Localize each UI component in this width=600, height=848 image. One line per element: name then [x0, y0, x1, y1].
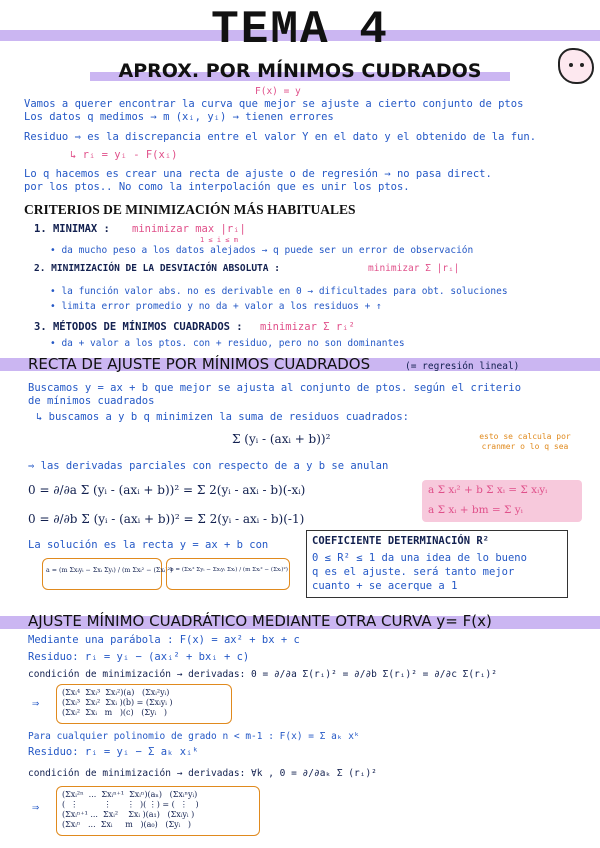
matrix-arrow-2: ⇒	[32, 800, 40, 814]
page-subtitle: APROX. POR MÍNIMOS CUDRADOS	[118, 60, 482, 82]
intro-line-4: por los ptos.. No como la interpolación que es unir los ptos.	[24, 181, 410, 193]
criterio-2-text: minimizar Σ |rᵢ|	[368, 263, 460, 274]
criterio-3-title: 3. MÉTODOS DE MÍNIMOS CUADRADOS :	[34, 321, 243, 333]
recta-side-note: esto se calcula por cranmer o lo q sea	[479, 432, 571, 451]
criterio-1-bullet: • da mucho peso a los datos alejados → q puede ser un error de observación	[50, 245, 474, 256]
curva-residuo-2: Residuo: rᵢ = yᵢ − Σ aₖ xᵢᵏ	[28, 746, 199, 758]
recta-line-2: de mínimos cuadrados	[28, 395, 155, 407]
criterio-1-title: 1. MINIMAX :	[34, 223, 110, 235]
criterio-3-text: minimizar Σ rᵢ²	[260, 321, 355, 333]
coef-line-3: cuanto + se acerque a 1	[312, 580, 458, 592]
coef-title: COEFICIENTE DETERMINACIÓN R²	[312, 535, 490, 547]
curva-parabola: Mediante una parábola : F(x) = ax² + bx + c	[28, 634, 300, 646]
b-formula: b = (Σxᵢ² Σyᵢ − Σxᵢyᵢ Σxᵢ) / (m Σxᵢ² − (Σxᵢ)²)	[170, 567, 288, 573]
intro-line-2: Los datos q medimos → m (xᵢ, yᵢ) → tienen errores	[24, 111, 334, 123]
recta-heading-note: (= regresión lineal)	[405, 361, 520, 372]
recta-solution: La solución es la recta y = ax + b con	[28, 539, 269, 551]
system-eq-2: a Σ xᵢ + bm = Σ yᵢ	[428, 504, 523, 516]
curva-condicion: condición de minimización → derivadas: 0 = ∂/∂a Σ(rᵢ)² = ∂/∂b Σ(rᵢ)² = ∂/∂c Σ(rᵢ)²	[28, 669, 497, 680]
recta-line-4: ⇒ las derivadas parciales con respecto de a y b se anulan	[28, 460, 389, 472]
criterio-2-title: 2. MINIMIZACIÓN DE LA DESVIACIÓN ABSOLUTA :	[34, 263, 280, 274]
intro-line-3: Lo q hacemos es crear una recta de ajuste o de regresión → no pasa direct.	[24, 168, 492, 180]
b-formula-box	[166, 558, 290, 590]
curva-heading: AJUSTE MÍNIMO CUADRÁTICO MEDIANTE OTRA CURVA y= F(x)	[28, 612, 492, 630]
fx-note: F(x) = y	[255, 86, 301, 97]
curva-poly: Para cualquier polinomio de grado n < m-1 : F(x) = Σ aₖ xᵏ	[28, 731, 360, 742]
coef-line-1: 0 ≤ R² ≤ 1 da una idea de lo bueno	[312, 552, 527, 564]
criterios-heading: CRITERIOS DE MINIMIZACIÓN MÁS HABITUALES	[24, 202, 356, 217]
criterio-1-sub: 1 ≤ i ≤ m	[200, 236, 238, 244]
residuo-definition: Residuo ⇒ es la discrepancia entre el valor Y en el dato y el obtenido de la fun.	[24, 131, 537, 143]
intro-line-1: Vamos a querer encontrar la curva que mejor se ajuste a cierto conjunto de ptos	[24, 98, 524, 110]
criterio-2-bullet-1: • la función valor abs. no es derivable en 0 → dificultades para obt. soluciones	[50, 286, 508, 297]
recta-eq-2: 0 = ∂/∂b Σ (yᵢ - (axᵢ + b))² = Σ 2(yᵢ - axᵢ - b)(-1)	[28, 512, 305, 526]
criterio-2-bullet-2: • limita error promedio y no da + valor a los residuos + ↑	[50, 301, 382, 312]
recta-line-3: ↳ buscamos a y b q minimizen la suma de residuos cuadrados:	[36, 411, 409, 423]
residuo-formula: ↳ rᵢ = yᵢ - F(xᵢ)	[70, 149, 178, 161]
matrix-1: (Σxᵢ⁴ Σxᵢ³ Σxᵢ²)(a) (Σxᵢ²yᵢ) (Σxᵢ³ Σxᵢ² Σxᵢ )(b) = (Σxᵢyᵢ ) (Σxᵢ² Σxᵢ m )(c) (Σyᵢ )	[62, 688, 173, 717]
page-title: TEMA 4	[211, 4, 389, 56]
coef-line-2: q es el ajuste. será tanto mejor	[312, 566, 515, 578]
a-formula: a = (m Σxᵢyᵢ − Σxᵢ Σyᵢ) / (m Σxᵢ² − (Σxᵢ)²)	[46, 567, 173, 574]
matrix-arrow-1: ⇒	[32, 696, 40, 710]
a-formula-box	[42, 558, 162, 590]
criterio-3-bullet: • da + valor a los ptos. con + residuo, pero no son dominantes	[50, 338, 405, 349]
doodle-icon	[558, 48, 594, 84]
recta-sum: Σ (yᵢ - (axᵢ + b))²	[232, 432, 331, 446]
recta-heading: RECTA DE AJUSTE POR MÍNIMOS CUADRADOS	[28, 355, 371, 373]
curva-residuo: Residuo: rᵢ = yᵢ − (axᵢ² + bxᵢ + c)	[28, 651, 250, 663]
system-eq-1: a Σ xᵢ² + b Σ xᵢ = Σ xᵢyᵢ	[428, 484, 548, 496]
recta-eq-1: 0 = ∂/∂a Σ (yᵢ - (axᵢ + b))² = Σ 2(yᵢ - axᵢ - b)(-xᵢ)	[28, 483, 306, 497]
matrix-2: (Σxᵢ²ⁿ ... Σxᵢⁿ⁺¹ Σxᵢⁿ)(aₙ) (Σxᵢⁿyᵢ) ( ⋮ ⋮ ⋮ )( ⋮) = ( ⋮ ) (Σxᵢⁿ⁺¹ ... Σxᵢ² Σxᵢ )(a₁) (Σxᵢyᵢ ) (Σxᵢⁿ ... Σxᵢ m )(a₀) (Σyᵢ )	[62, 790, 199, 829]
recta-line-1: Buscamos y = ax + b que mejor se ajusta al conjunto de ptos. según el criterio	[28, 382, 522, 394]
curva-condicion-2: condición de minimización → derivadas: ∀k , 0 = ∂/∂aₖ Σ (rᵢ)²	[28, 768, 377, 779]
criterio-1-text: minimizar max |rᵢ|	[132, 223, 246, 235]
